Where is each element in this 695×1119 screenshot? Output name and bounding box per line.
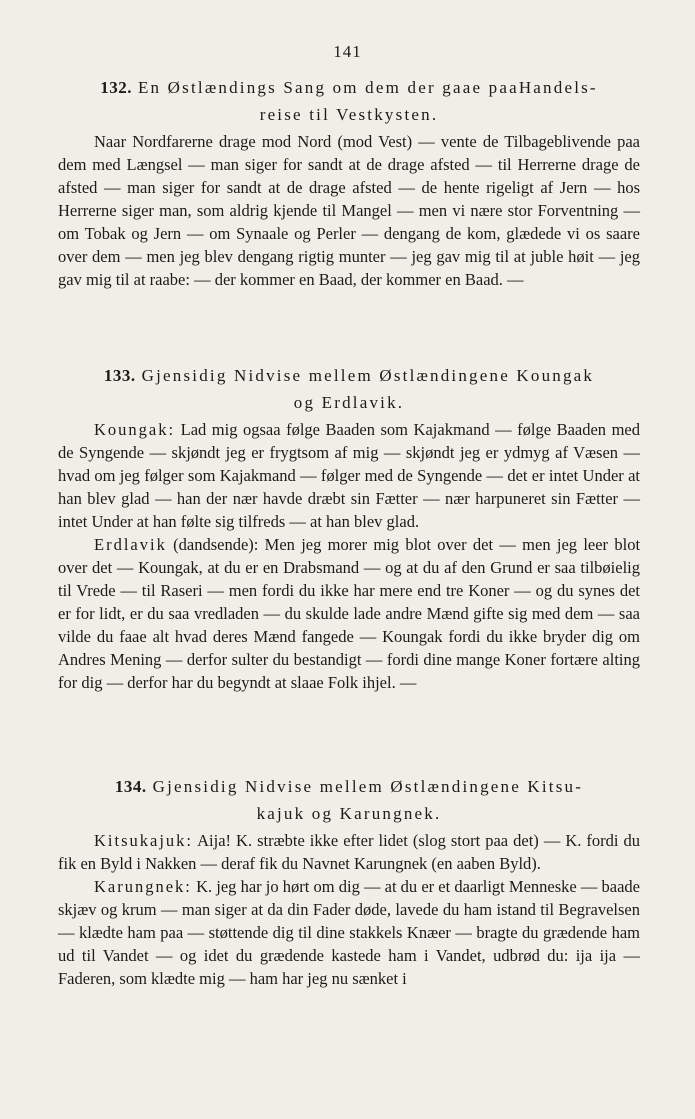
section-heading bbox=[58, 76, 640, 99]
page-number: 141 bbox=[333, 42, 362, 61]
speaker-name: Kitsukajuk: bbox=[94, 831, 193, 850]
section-title-line2: og Erdlavik. bbox=[293, 393, 405, 412]
dialogue-paragraph bbox=[58, 418, 640, 533]
speaker-name: Karungnek: bbox=[94, 877, 192, 896]
dialogue-paragraph bbox=[58, 875, 640, 990]
section-title-line2: reise til Vestkysten. bbox=[259, 105, 439, 124]
section-heading bbox=[58, 364, 640, 387]
section-title-line1: En Østlændings Sang om dem der gaae paaHandels- bbox=[137, 78, 598, 97]
section-133 bbox=[58, 364, 640, 694]
section-number: 133. bbox=[103, 366, 136, 385]
section-title-line1: Gjensidig Nidvise mellem Østlændingene Kitsu- bbox=[152, 777, 584, 796]
section-number: 132. bbox=[100, 78, 132, 97]
dialogue-text: Lad mig ogsaa følge Baaden som Kajakmand — følge Baaden med de Syngende — skjøndt jeg er frygtsom af mig — skjøndt jeg er ydmyg af Væsen — hvad om jeg følger som Kajakmand — følger med de Syngende — det er intet Under at han blev glad — han der nær havde dræbt sin Fætter — nær harpuneret sin Fætter — intet Under at han følte sig tilfreds — at han blev glad. bbox=[58, 420, 640, 531]
speaker-name: Koungak: bbox=[94, 420, 176, 439]
section-number: 134. bbox=[114, 777, 147, 796]
section-title-line2: kajuk og Karungnek. bbox=[256, 804, 442, 823]
speaker-name: Erdlavik bbox=[94, 535, 167, 554]
dialogue-text: Men jeg morer mig blot over det — men jeg leer blot over det — Koungak, at du er en Drabsmand — og at du af den Grund er saa tilbøielig til Vrede — til Raseri — men fordi du ikke har mere end tre Koner — og du synes det er for lidt, er du saa vredladen — du skulde lade andre Mænd gifte sig med dem — saa vilde du faae alt hvad deres Mænd fangede — Koungak fordi du ikke bryder dig om Andres Mening — derfor sulter du bestandigt — fordi dine mange Koner fortære alting for dig — derfor har du begyndt at slaae Folk ihjel. — bbox=[58, 535, 641, 692]
dialogue-text: Aija! K. stræbte ikke efter lidet (slog stort paa det) — K. fordi du fik en Byld i Nakken — deraf fik du Navnet Karungnek (en aaben Byld). bbox=[58, 831, 641, 873]
section-title-line1: Gjensidig Nidvise mellem Østlændingene Koungak bbox=[141, 366, 595, 385]
dialogue-paragraph bbox=[58, 533, 640, 694]
dialogue-paragraph bbox=[58, 829, 640, 875]
speaker-note: (dandsende): bbox=[173, 535, 259, 554]
section-body: Naar Nordfarerne drage mod Nord (mod Vest) — vente de Tilbageblivende paa dem med Længsel — man siger for sandt at de drage afsted — til Herrerne drage de afsted — man siger for sandt at de drage afsted — de hente rigeligt af Jern — hos Herrerne siger man, som aldrig kjende til Mangel — men vi nære stor Forventning — om Tobak og Jern — om Synaale og Perler — dengang de kom, glædede vi os saare over dem — men jeg blev dengang rigtig munter — jeg gav mig til at juble høit — jeg gav mig til at raabe: — der kommer en Baad, der kommer en Baad. — bbox=[58, 132, 640, 289]
section-heading bbox=[58, 775, 640, 798]
section-132 bbox=[58, 76, 640, 291]
dialogue-text: K. jeg har jo hørt om dig — at du er et daarligt Menneske — baade skjæv og krum — man siger at da din Fader døde, lavede du ham istand til Begravelsen — klædte ham paa — støttende dig til dine stakkels Knæer — bragte du grædende ham ud til Vandet — og idet du grædende kastede ham i Vandet, udbrød du: ija ija — Faderen, som klædte mig — ham har jeg nu sænket i bbox=[58, 877, 640, 988]
section-134 bbox=[58, 775, 640, 990]
